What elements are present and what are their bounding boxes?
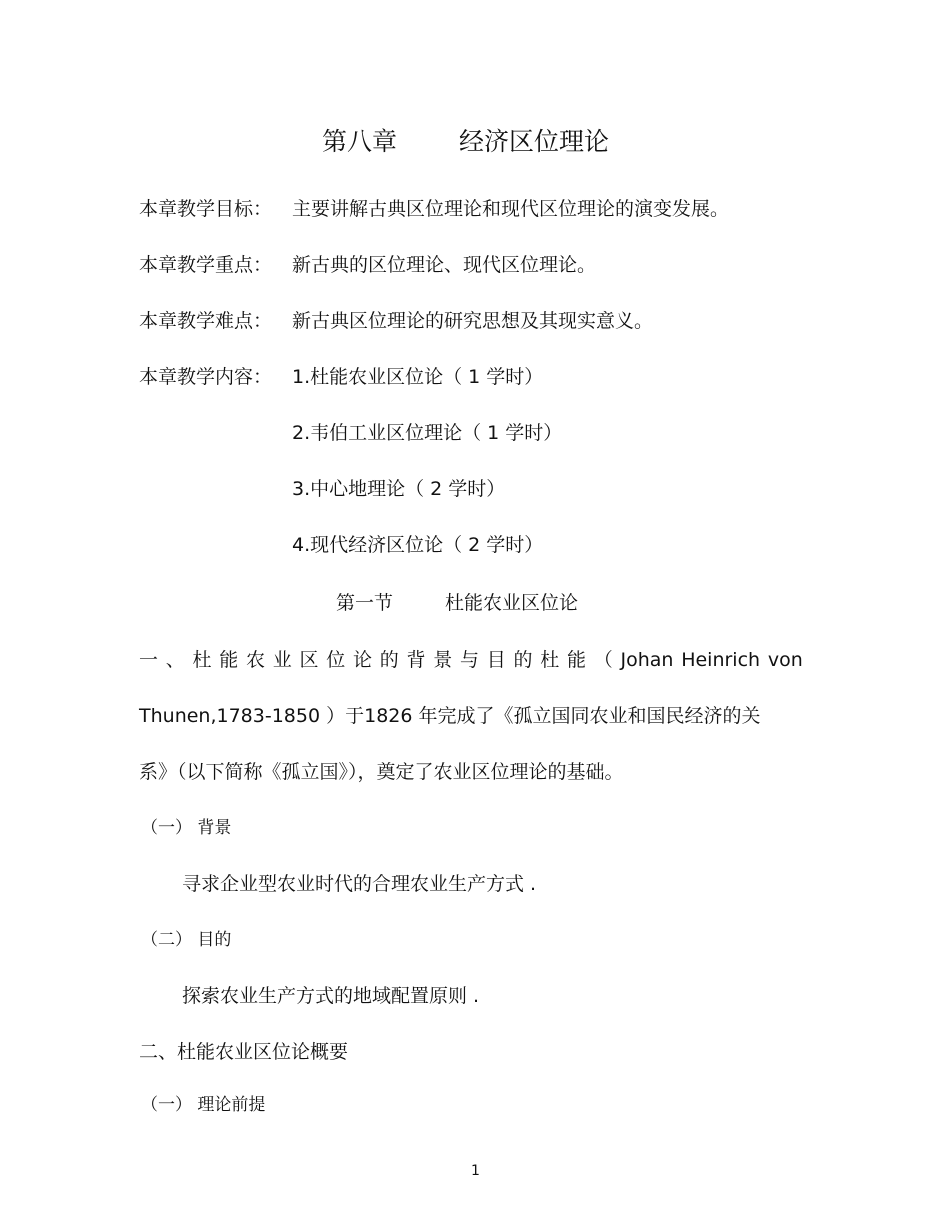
heading-char: 的 [513,649,533,671]
heading-background-purpose [139,647,803,673]
heading-char: 、 [165,649,185,671]
meta-value: 新古典区位理论的研究思想及其现实意义。 [292,310,654,332]
heading-char: von [767,649,803,671]
meta-label: 本章教学目标： [139,198,273,220]
heading-char: Johan [620,649,674,671]
heading-char: 杜 [540,649,560,671]
content-item-2: 2.韦伯工业区位理论（ 1 学时） [292,422,563,444]
section-number: 第一节 [336,592,394,614]
subheading-background: （一） 背景 [141,818,232,838]
page-number: 1 [471,1163,480,1179]
meta-label: 本章教学难点： [139,310,273,332]
heading-char: 区 [299,649,319,671]
subheading-premise: （一） 理论前提 [141,1095,266,1115]
content-item-1: 1.杜能农业区位论（ 1 学时） [292,366,544,388]
heading-char: 目 [486,649,506,671]
subheading-purpose: （二） 目的 [141,930,232,950]
paragraph-line-2: Thunen,1783-1850 ）于1826 年完成了《孤立国同农业和国民经济的关 [139,705,761,727]
heading-char: 能 [567,649,587,671]
paragraph-line-3: 系》（以下简称《孤立国》），奠定了农业区位理论的基础。 [139,761,624,783]
background-text: 寻求企业型农业时代的合理农业生产方式 . [182,873,537,895]
heading-char: 一 [139,649,159,671]
section-heading [336,590,578,616]
heading-char: 背 [406,649,426,671]
meta-value: 新古典的区位理论、现代区位理论。 [292,254,597,276]
heading-char: Heinrich [681,649,761,671]
meta-value: 主要讲解古典区位理论和现代区位理论的演变发展。 [292,198,730,220]
content-item-4: 4.现代经济区位论（ 2 学时） [292,534,544,556]
heading-overview: 二、杜能农业区位论概要 [139,1041,349,1063]
heading-char: 农 [246,649,266,671]
content-item-3: 3.中心地理论（ 2 学时） [292,478,506,500]
heading-char: 杜 [192,649,212,671]
heading-char: 业 [272,649,292,671]
heading-char: 位 [326,649,346,671]
heading-char: 论 [353,649,373,671]
heading-char: 能 [219,649,239,671]
heading-char: 的 [379,649,399,671]
chapter-number: 第八章 [322,127,398,156]
chapter-name: 经济区位理论 [459,127,610,156]
chapter-title [322,126,609,158]
content-label: 本章教学内容： [139,366,273,388]
purpose-text: 探索农业生产方式的地域配置原则 . [182,985,480,1007]
heading-char: 与 [460,649,480,671]
heading-char: 景 [433,649,453,671]
section-title: 杜能农业区位论 [445,592,579,614]
meta-label: 本章教学重点： [139,254,273,276]
heading-char: （ [593,649,613,671]
